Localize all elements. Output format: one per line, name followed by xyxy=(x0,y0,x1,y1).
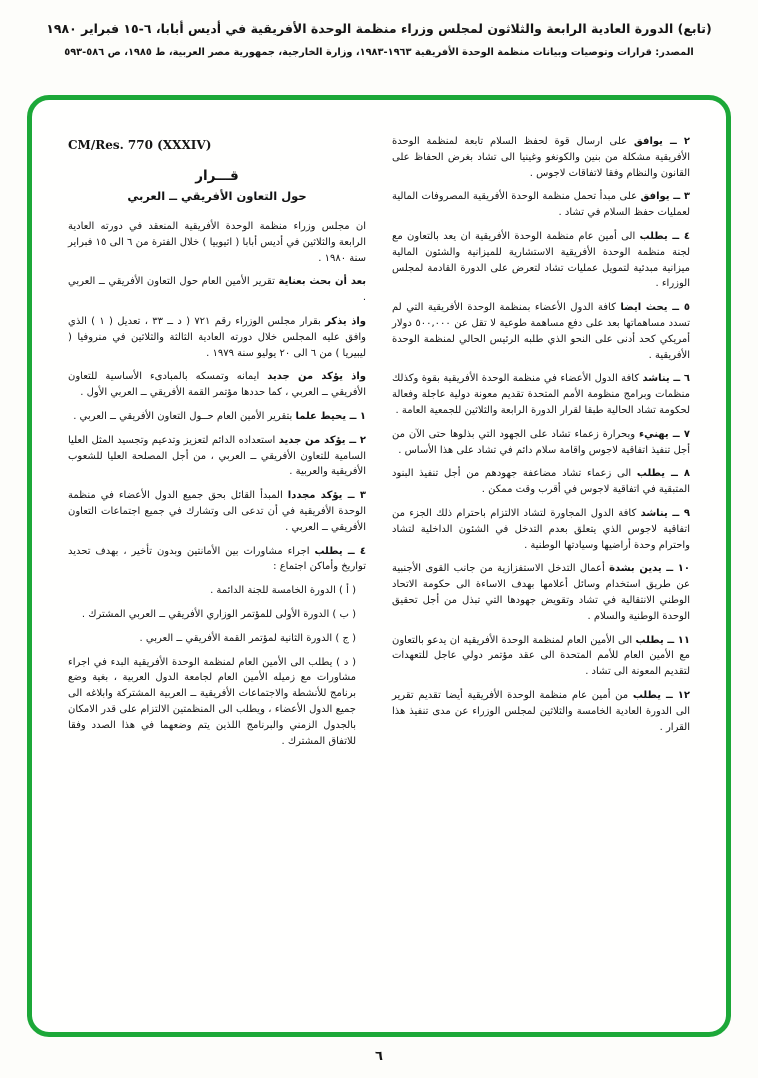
paragraph-lead: واذ يذكر xyxy=(325,315,367,327)
header-source-line: المصدر: قرارات وتوصيات وبيانات منظمة الوحدة الأفريقية ١٩٦٣-١٩٨٣، وزارة الخارجية، جمهورية مصر العربية، ط ١٩٨٥، ص ٥٨٦-٥٩٣ xyxy=(64,46,694,58)
paragraph-text: اجراء مشاورات بين الأمانتين وبدون تأخير ، بهدف تحديد تواريخ وأماكن اجتماع : xyxy=(68,545,366,573)
resolution-paragraph xyxy=(68,274,366,306)
page-header xyxy=(0,0,758,58)
resolution-paragraph xyxy=(392,688,690,735)
resolution-paragraph xyxy=(68,544,366,576)
resolution-paragraph xyxy=(392,300,690,363)
resolution-paragraph xyxy=(392,633,690,680)
paragraph-text: على ارسال قوة لحفظ السلام تابعة لمنظمة الوحدة الأفريقية مشكلة من بنين والكونغو وغينيا الى تشاد بغرض الحفاظ على القانون والنظام وفقا لاتفاقات لاجوس . xyxy=(392,136,690,179)
paragraph-lead: ١١ ــ يطلب xyxy=(635,634,691,646)
resolution-subitem xyxy=(68,631,366,647)
resolution-paragraph xyxy=(68,488,366,535)
document-content xyxy=(32,100,726,1032)
paragraph-text: الى زعماء تشاد مضاعفة جهودهم من أجل تنفيذ البنود المتبقية في اتفاقية لاجوس في أقرب وقت ممكن . xyxy=(392,468,690,496)
left-column xyxy=(68,134,366,1016)
resolution-paragraph xyxy=(68,433,366,480)
paragraph-text: ( أ ) الدورة الخامسة للجنة الدائمة . xyxy=(210,585,356,597)
resolution-paragraph xyxy=(392,466,690,498)
paragraph-text: على مبدأ تحمل منظمة الوحدة الأفريقية المصروفات المالية لعمليات حفظ السلام في تشاد . xyxy=(392,191,690,219)
paragraph-lead: ٣ ــ يوافق xyxy=(640,191,690,203)
paragraph-text: كافة الدول المجاورة لتشاد الالتزام باحترام ذلك الجزء من اتفاقية لاجوس الذي يتعلق بعدم التدخل في الشئون الداخلية لتشاد واحترام وحدة أراضيها وسيادتها الوطنية . xyxy=(392,507,690,551)
paragraph-lead: ٤ ــ يطلب xyxy=(639,230,690,242)
paragraph-lead: بعد أن بحث بعناية xyxy=(278,276,367,288)
resolution-paragraph xyxy=(392,189,690,221)
paragraph-text: الى الأمين العام لمنظمة الوحدة الأفريقية ان يدعو بالتعاون مع الأمين العام للأمم المتحدة الى عقد مؤتمر دولي عاجل للتعهدات لتقديم المعونة الى تشاد . xyxy=(392,634,690,678)
paragraph-lead: ١٢ ــ يطلب xyxy=(632,689,690,701)
resolution-paragraph xyxy=(392,134,690,181)
paragraph-lead: ١٠ ــ يدين بشدة xyxy=(609,563,690,575)
paragraph-text: ( ج ) الدورة الثانية لمؤتمر القمة الأفريقي ــ العربي . xyxy=(139,632,356,644)
paragraph-text: استعداده الدائم لتعزيز وتدعيم وتجسيد المثل العليا السامية للتعاون الأفريقي ــ العربي ، من أجل المصلحة العليا للشعوب الأفريقية والعربية . xyxy=(68,434,366,478)
paragraph-lead: ٨ ــ يطلب xyxy=(636,468,690,480)
resolution-reference: CM/Res. 770 (XXXIV) xyxy=(68,138,212,152)
paragraph-lead: ٥ ــ يحث ايضا xyxy=(620,302,690,314)
resolution-subitem xyxy=(68,607,366,623)
page-number: ٦ xyxy=(375,1049,383,1064)
paragraph-lead: ٩ ــ يناشد xyxy=(640,507,690,519)
resolution-paragraph xyxy=(392,427,690,459)
paragraph-lead: ٦ ــ يناشد xyxy=(642,373,690,385)
resolution-paragraph xyxy=(392,229,690,292)
document-green-frame xyxy=(27,95,731,1037)
right-column xyxy=(392,134,690,1016)
paragraph-text: ( د ) يطلب الى الأمين العام لمنظمة الوحدة الأفريقية البدء في اجراء مشاورات مع زميله الأمين العام لجامعة الدول العربية ، بغية وضع برنامج للأنشطة والاجتماعات الأفريقية ــ العربية المشتركة وابلاغه الى جميع الدول الأعضاء ، ويطلب الى المنظمتين الالتزام على قدر الامكان بالجدول الزمني والبرنامج اللذين يتم وضعهما في هذا الصدد وفقا للاتفاق المشترك . xyxy=(68,656,356,747)
paragraph-lead: ٧ ــ يهنيء xyxy=(639,428,690,440)
paragraph-text: بتقرير الأمين العام حــول التعاون الأفريقي ــ العربي . xyxy=(73,410,296,422)
paragraph-text: الى أمين عام منظمة الوحدة الأفريقية ان يعد بالتعاون مع لجنة منظمة الوحدة الأفريقية الاستشارية للميزانية والشئون المالية ميزانية مبدئية لتمويل عمليات تشاد لتعرض على الدورة القادمة لمجلس الوزراء . xyxy=(392,230,690,290)
paragraph-text: ( ب ) الدورة الأولى للمؤتمر الوزاري الأفريقي ــ العربي المشترك . xyxy=(81,608,356,620)
resolution-paragraph xyxy=(392,371,690,418)
resolution-paragraph xyxy=(68,409,366,425)
paragraph-lead: واذ يؤكد من جديد xyxy=(267,371,366,383)
paragraph-text: وبحرارة زعماء تشاد على الجهود التي بذلوها حتى الآن من أجل تنفيذ اتفاقية لاجوس واقامة سلام دائم في تشاد على هذا الأساس . xyxy=(392,428,690,456)
paragraph-text: أعمال التدخل الاستفزازية من جانب القوى الأجنبية عن طريق استخدام وسائل أعلامها بهدف الاساءة الى حكومة الاتحاد الوطني الانتقالية في تشاد وتقويض جهودها التي تبذل من أجل تحقيق الوحدة الوطنية والسلام . xyxy=(392,563,690,622)
paragraph-text: كافة الدول الأعضاء في منظمة الوحدة الأفريقية بقوة وكذلك منظمات وبرامج منظومة الأمم المتحدة تقديم معونة دولية عاجلة وفعالة لحكومة تشاد الحالية طبقا لقرار الدورة الرابعة والثلاثين للجمعية العامة . xyxy=(392,373,690,416)
paragraph-text: تقرير الأمين العام حول التعاون الأفريقي ــ العربي . xyxy=(68,276,366,304)
resolution-title: قـــرار xyxy=(195,168,239,184)
paragraph-text: ان مجلس وزراء منظمة الوحدة الأفريقية المنعقد في دورته العادية الرابعة والثلاثين في أديس أبابا ( اثيوبيا ) خلال الفترة من ٦ الى ١٥ فبراير سنة ١٩٨٠ . xyxy=(68,221,366,264)
resolution-subitem xyxy=(68,655,366,750)
paragraph-text: من أمين عام منظمة الوحدة الأفريقية أيضا تقديم تقرير الى الدورة العادية الخامسة والثلاثين لمجلس الوزراء عن مدى تنفيذ هذا القرار . xyxy=(392,689,690,733)
resolution-paragraph xyxy=(68,369,366,401)
paragraph-lead: ٢ ــ يؤكد من جديد xyxy=(278,434,366,446)
paragraph-text: بقرار مجلس الوزراء رقم ٧٢١ ( د ــ ٣٣ ، تعديل ( ١ ) الذي وافق عليه المجلس خلال دورته العادية الثالثة والثلاثين في منروفيا ( ليبيريا ) من ٦ الى ٢٠ يوليو سنة ١٩٧٩ . xyxy=(68,315,366,359)
paragraph-text: ايمانه وتمسكه بالمبادىء الأساسية للتعاون الأفريقي ــ العربي ، كما حددها مؤتمر القمة الأفريقي ــ العربي الأول . xyxy=(68,371,366,399)
paragraph-lead: ٤ ــ يطلب xyxy=(314,545,366,557)
resolution-subtitle: حول التعاون الأفريقي ــ العربي xyxy=(127,189,307,203)
resolution-paragraph xyxy=(68,219,366,266)
paragraph-lead: ١ ــ يحيط علما xyxy=(295,410,366,422)
header-title-line: (تابع) الدورة العادية الرابعة والثلاثون لمجلس وزراء منظمة الوحدة الأفريقية في أديس أبابا، ٦-١٥ فبراير ١٩٨٠ xyxy=(46,21,712,36)
resolution-paragraph xyxy=(392,561,690,624)
resolution-subitem xyxy=(68,583,366,599)
paragraph-text: المبدأ القائل بحق جميع الدول الأعضاء في منظمة الوحدة الأفريقية في أن تدعى الى وتشارك في جميع اجتماعات التعاون الأفريقي ــ العربي . xyxy=(68,490,366,533)
resolution-paragraph xyxy=(392,506,690,553)
paragraph-text: كافة الدول الأعضاء بمنظمة الوحدة الأفريقية التي لم تسدد مساهماتها بعد على دفع مساهمة طوعية لا تقل عن ٥٠٠,٠٠٠ دولار أمريكي كحد أدنى على النحو الذي طلبه الرئيس الحالي لمنظمة الوحدة الأفريقية . xyxy=(392,302,690,361)
paragraph-lead: ٢ ــ يوافق xyxy=(633,136,690,147)
paragraph-lead: ٣ ــ يؤكد مجددا xyxy=(287,490,366,502)
resolution-paragraph xyxy=(68,314,366,361)
